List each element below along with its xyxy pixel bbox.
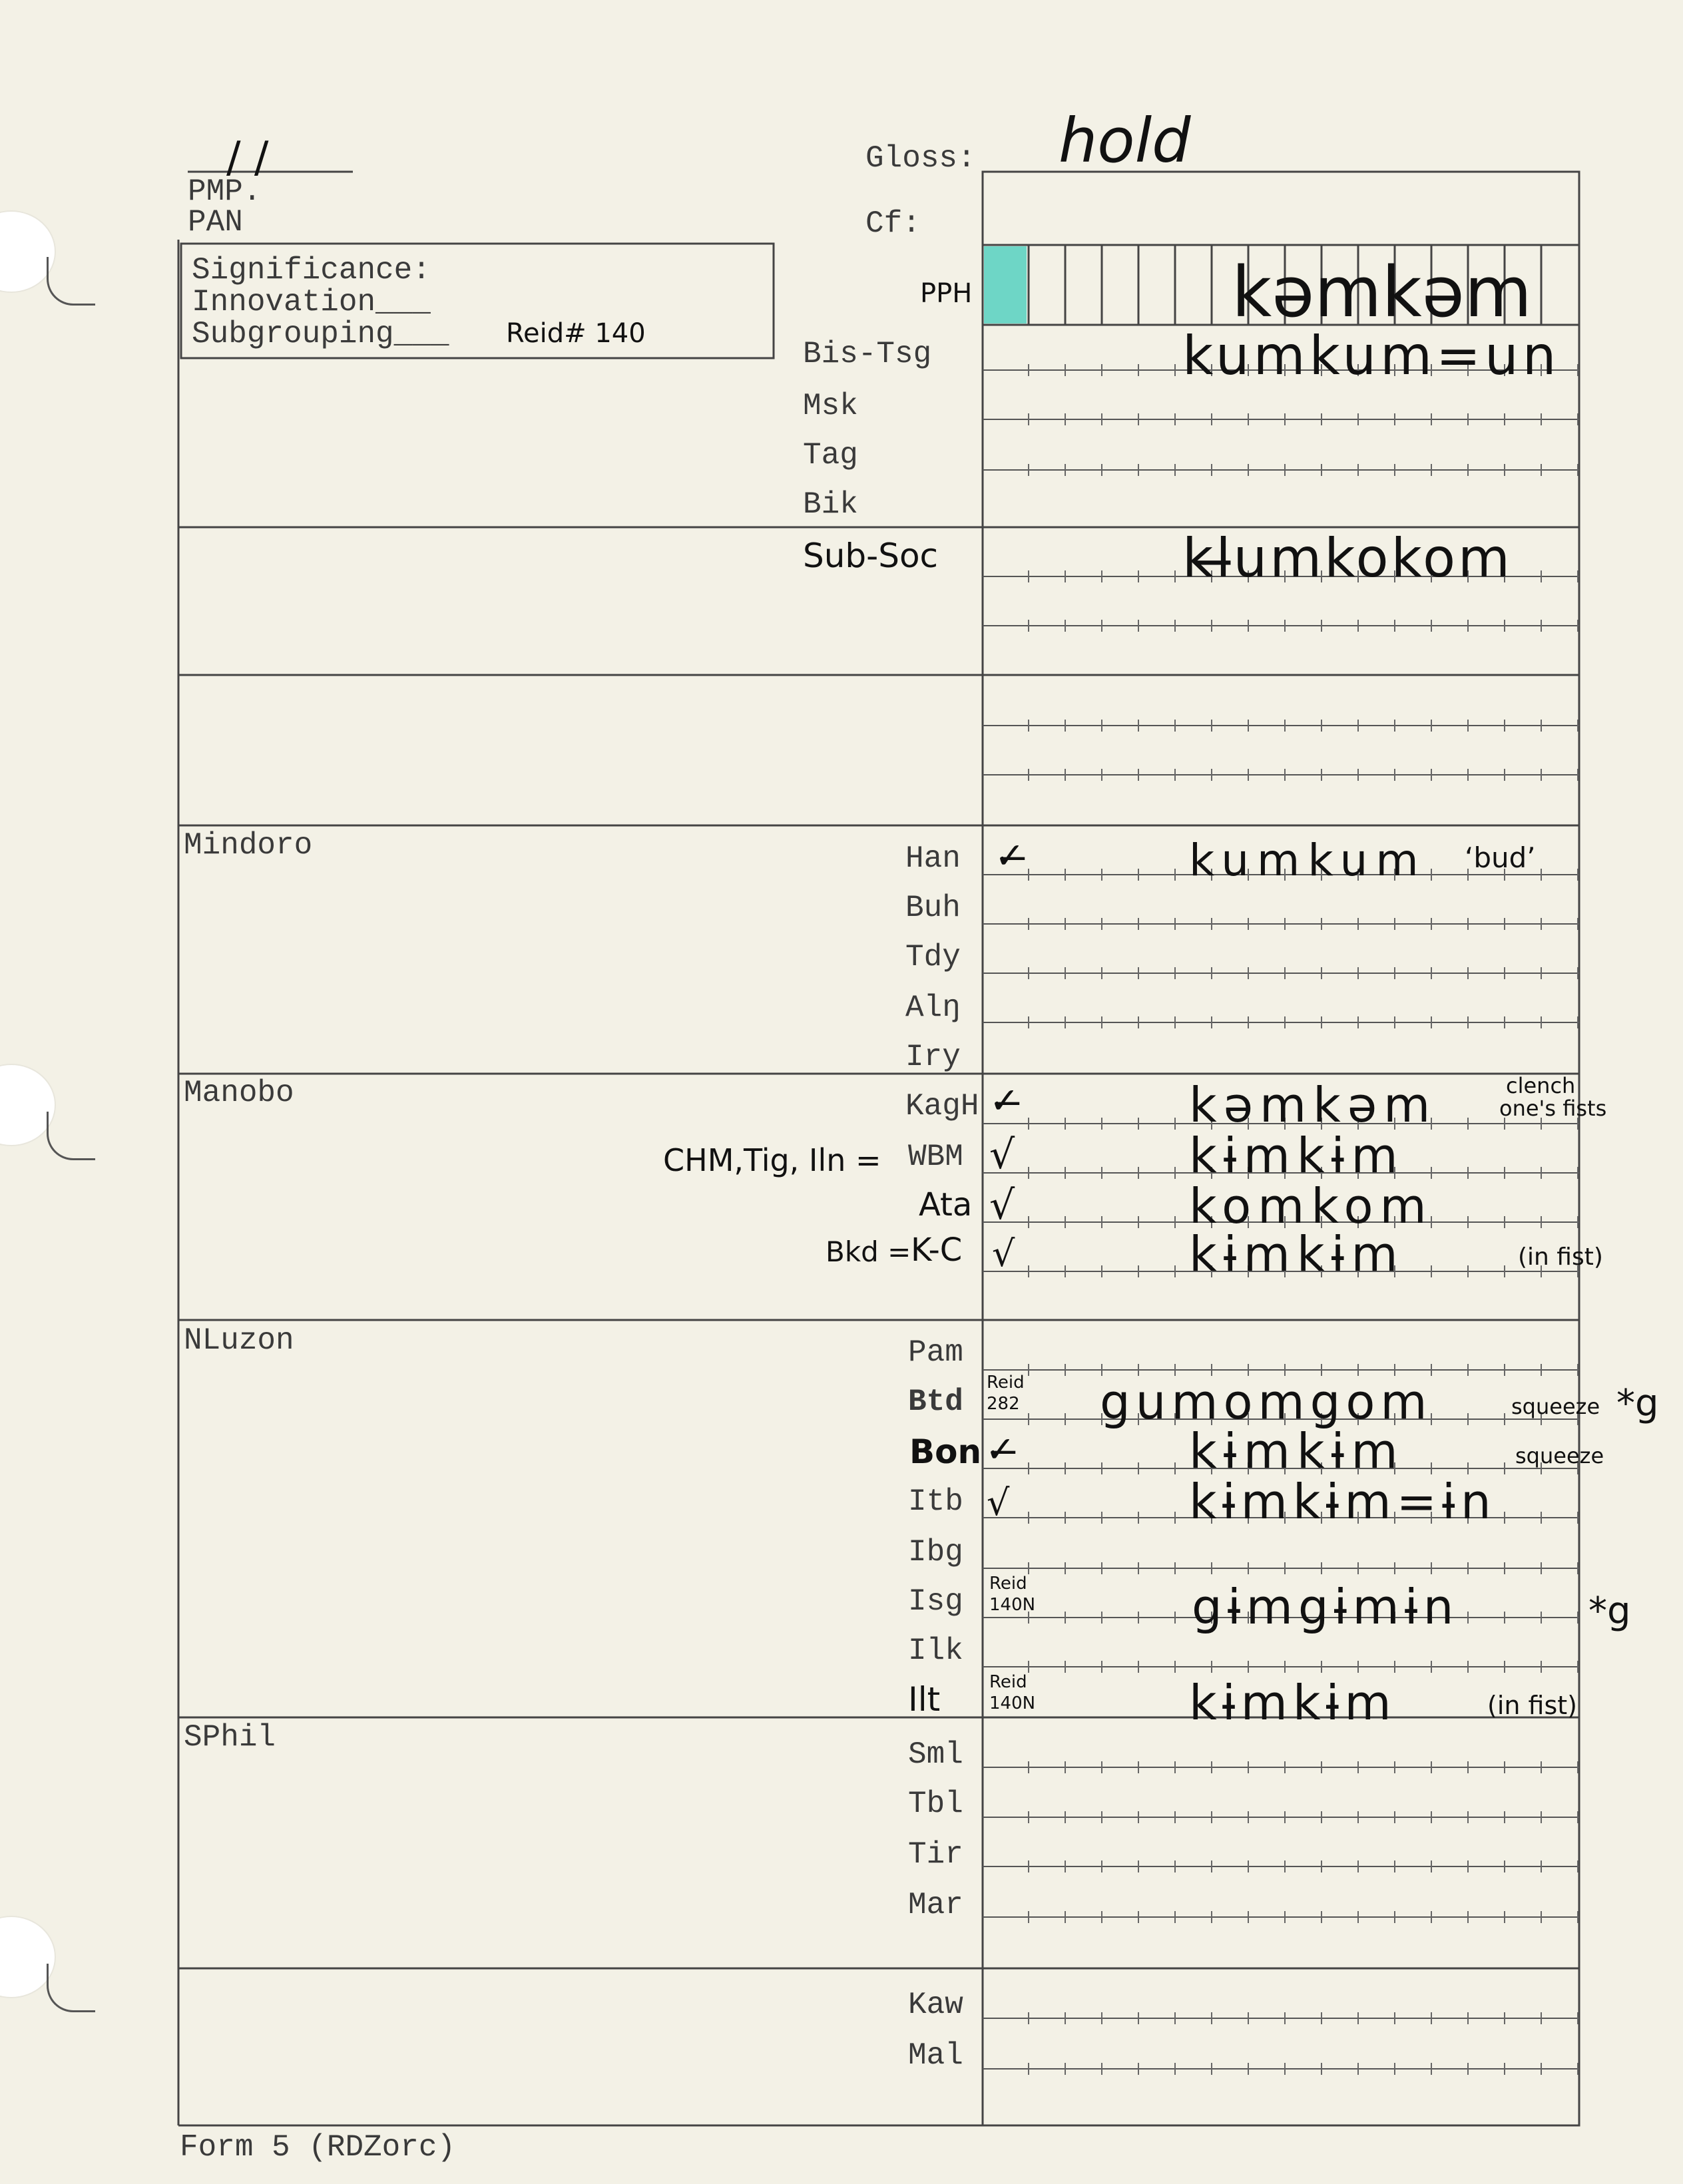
mark-kc: √ <box>992 1233 1015 1275</box>
lang-bis-tsg: Bis-Tsg <box>803 337 932 371</box>
lang-tbl: Tbl <box>908 1787 963 1821</box>
significance-title: Significance: <box>192 253 431 288</box>
lang-btd: Btd <box>908 1385 963 1419</box>
lang-kc: K-C <box>911 1231 963 1269</box>
lang-tir: Tir <box>908 1837 963 1872</box>
reid-note: Reid# 140 <box>506 318 646 349</box>
lang-kaw: Kaw <box>908 1988 963 2022</box>
form-bon: kɨmkɨm <box>1189 1423 1405 1479</box>
star-isg: *g <box>1588 1590 1631 1633</box>
form-label: Form 5 (RDZorc) <box>180 2130 456 2165</box>
lang-ata: Ata <box>919 1186 973 1223</box>
mark-bon: ✓̶ <box>985 1428 1016 1470</box>
mark-kag: ✓̶ <box>989 1080 1020 1122</box>
note-han: ‘bud’ <box>1465 841 1536 874</box>
form-btd: gumomgom <box>1100 1374 1433 1430</box>
pan-label: PAN <box>188 205 243 240</box>
lang-sml: Sml <box>908 1737 963 1772</box>
form-ilt: kɨmkɨm <box>1189 1675 1397 1731</box>
lang-sub-soc: Sub-Soc <box>803 537 939 575</box>
lang-kag: KagH <box>905 1089 979 1124</box>
mark-han: ✓̶ <box>995 835 1025 877</box>
gloss-value: hold <box>1059 105 1191 176</box>
lang-tdy: Tdy <box>905 940 961 975</box>
reid-ilt-1: Reid <box>989 1672 1027 1692</box>
group-manobo: Manobo <box>184 1076 294 1110</box>
note-ilt: (in fist) <box>1487 1691 1578 1720</box>
mark-itb: √ <box>987 1482 1010 1524</box>
form-wbm: kɨmkɨm <box>1189 1128 1405 1184</box>
lang-ibg: Ibg <box>908 1535 963 1570</box>
subgrouping-label: Subgrouping___ <box>192 317 449 351</box>
lang-tag: Tag <box>803 438 858 473</box>
note-bon: squeeze <box>1515 1443 1604 1468</box>
lang-bik: Bik <box>803 487 858 522</box>
lang-itb: Itb <box>908 1484 963 1519</box>
prefix-wbm: CHM,Tig, Iln = <box>663 1142 881 1178</box>
form-kc: kɨmkɨm <box>1189 1226 1405 1282</box>
form-itb: kɨmkɨm=ɨn <box>1189 1474 1497 1530</box>
lang-ilt: Ilt <box>908 1680 941 1719</box>
group-nluzon: NLuzon <box>184 1323 294 1358</box>
pmp-label: PMP. <box>188 174 262 209</box>
lang-isg: Isg <box>908 1584 963 1619</box>
note-btd: squeeze <box>1511 1394 1600 1419</box>
lang-mal: Mal <box>908 2038 963 2073</box>
lang-pam: Pam <box>908 1335 963 1370</box>
lang-wbm: WBM <box>908 1140 963 1174</box>
note-kc: (in fist) <box>1518 1243 1603 1271</box>
cf-label: Cf: <box>865 206 921 241</box>
lang-han: Han <box>905 841 961 876</box>
group-sphil: SPhil <box>184 1720 276 1755</box>
group-mindoro: Mindoro <box>184 828 313 863</box>
star-btd: *g <box>1616 1382 1659 1425</box>
reid-isg-1: Reid <box>989 1574 1027 1594</box>
reid-btd-2: 282 <box>987 1394 1020 1414</box>
slash-mark: / / <box>226 133 269 182</box>
innovation-label: Innovation___ <box>192 285 431 320</box>
reid-btd-1: Reid <box>987 1373 1025 1393</box>
form-han: kumkum <box>1189 835 1427 886</box>
note-kag-1: clench <box>1506 1073 1576 1098</box>
form-ata: komkom <box>1189 1178 1433 1234</box>
lang-aln: Alŋ <box>905 990 961 1025</box>
gloss-label: Gloss: <box>865 141 976 176</box>
lang-msk: Msk <box>803 389 858 423</box>
reid-isg-2: 140N <box>989 1595 1036 1615</box>
form-pph: kəmkəm <box>1232 252 1533 333</box>
note-kag-2: one's fists <box>1499 1096 1607 1121</box>
mark-wbm: √ <box>989 1132 1015 1178</box>
lang-bon: Bon <box>909 1432 982 1471</box>
lang-pph: PPH <box>920 278 973 309</box>
prefix-kc: Bkd = <box>826 1235 911 1268</box>
mark-ata: √ <box>989 1182 1015 1229</box>
lang-iry: Iry <box>905 1040 961 1074</box>
lang-buh: Buh <box>905 891 961 925</box>
reid-ilt-2: 140N <box>989 1693 1036 1713</box>
form-sub-soc: kl̶umkokom <box>1182 527 1513 589</box>
form-bis-tsg: kumkum=un <box>1182 325 1561 387</box>
form-kag: kəmkəm <box>1189 1077 1437 1133</box>
lang-ilk: Ilk <box>908 1634 963 1668</box>
form-isg: gɨmgɨmɨn <box>1192 1579 1459 1635</box>
lang-mar: Mar <box>908 1888 963 1922</box>
